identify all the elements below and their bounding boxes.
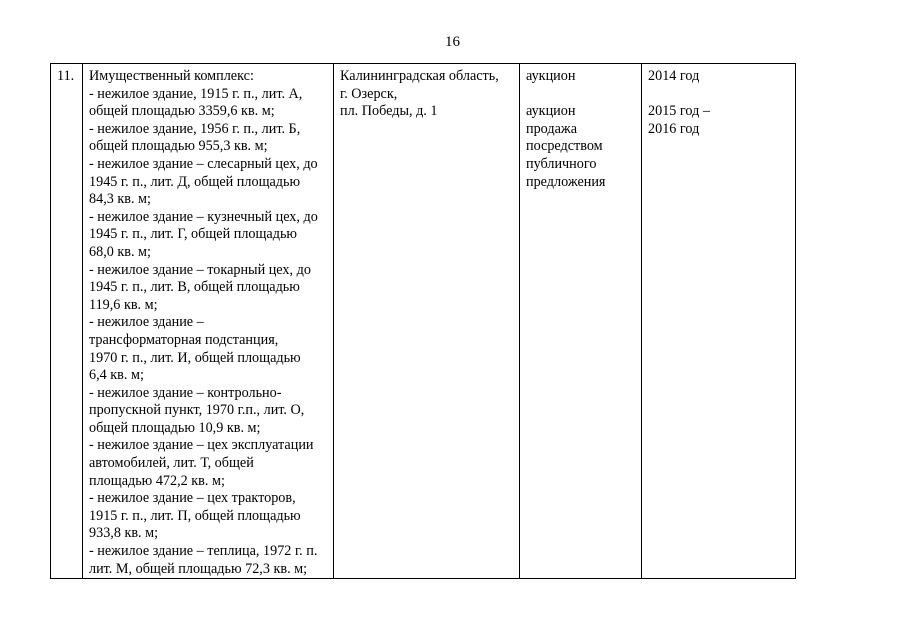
object-line: - нежилое здание – — [89, 314, 204, 331]
sale-method-line: предложения — [526, 173, 606, 190]
sale-method-first: аукцион — [526, 68, 576, 84]
object-line: - нежилое здание – слесарный цех, до — [89, 155, 318, 172]
address-line: Калининградская область, — [340, 68, 499, 84]
page-number: 16 — [445, 34, 460, 50]
object-line: - нежилое здание – контрольно- — [89, 384, 282, 401]
object-line: - нежилое здание – кузнечный цех, до — [89, 208, 318, 225]
object-line: Имущественный комплекс: — [89, 68, 254, 84]
object-line: 933,8 кв. м; — [89, 525, 159, 542]
period-cell — [642, 64, 796, 579]
address-line: пл. Победы, д. 1 — [340, 103, 438, 120]
object-line: общей площадью 955,3 кв. м; — [89, 138, 268, 155]
object-line: 1945 г. п., лит. В, общей площадью — [89, 279, 300, 296]
object-line: - нежилое здание – цех эксплуатации — [89, 437, 314, 454]
object-description-cell — [83, 64, 334, 579]
period-line: 2015 год – — [648, 103, 710, 120]
object-line: автомобилей, лит. Т, общей — [89, 455, 254, 472]
object-line: 6,4 кв. м; — [89, 367, 144, 384]
object-line: - нежилое здание, 1915 г. п., лит. А, — [89, 85, 303, 102]
address-line: г. Озерск, — [340, 85, 398, 102]
property-table — [50, 63, 796, 579]
object-line: общей площадью 3359,6 кв. м; — [89, 103, 275, 120]
object-line: трансформаторная подстанция, — [89, 331, 279, 348]
object-line: пропускной пункт, 1970 г.п., лит. О, — [89, 402, 305, 419]
table-row — [51, 64, 796, 579]
object-line: - нежилое здание – теплица, 1972 г. п. — [89, 543, 318, 560]
object-line: лит. М, общей площадью 72,3 кв. м; — [89, 560, 308, 577]
sale-method-line: публичного — [526, 155, 597, 172]
period-first: 2014 год — [648, 68, 700, 84]
object-line: 1945 г. п., лит. Д, общей площадью — [89, 173, 301, 190]
object-line: 1970 г. п., лит. И, общей площадью — [89, 349, 301, 366]
sale-method-line: продажа — [526, 120, 577, 137]
object-line: - нежилое здание – токарный цех, до — [89, 261, 311, 278]
object-line: 1915 г. п., лит. П, общей площадью — [89, 507, 301, 524]
object-line: 84,3 кв. м; — [89, 191, 151, 208]
object-line: - нежилое здание, 1956 г. п., лит. Б, — [89, 120, 301, 137]
period-line: 2016 год — [648, 120, 700, 137]
object-line: 119,6 кв. м; — [89, 296, 158, 313]
object-line: 1945 г. п., лит. Г, общей площадью — [89, 226, 298, 243]
object-line: - нежилое здание – цех тракторов, — [89, 490, 296, 507]
object-line: общей площадью 10,9 кв. м; — [89, 419, 261, 436]
sale-method-line: аукцион — [526, 103, 576, 120]
row-number: 11. — [57, 68, 75, 84]
row-number-cell — [51, 64, 83, 579]
object-line: 68,0 кв. м; — [89, 243, 151, 260]
address-cell — [334, 64, 520, 579]
sale-method-cell — [520, 64, 642, 579]
object-line: площадью 472,2 кв. м; — [89, 472, 225, 489]
sale-method-line: посредством — [526, 138, 603, 155]
